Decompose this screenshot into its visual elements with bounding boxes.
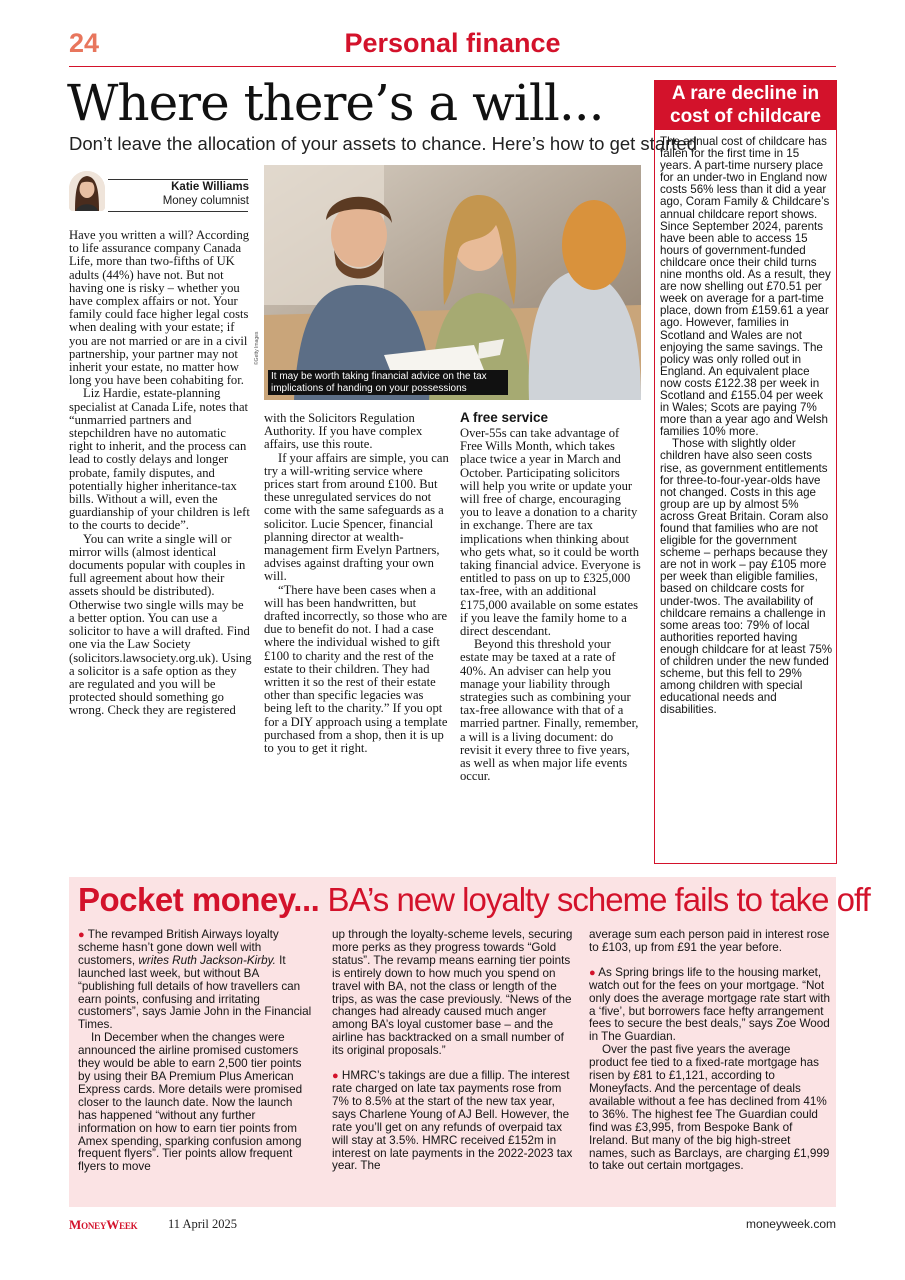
- byline: writes Ruth Jackson-Kirby.: [138, 953, 276, 967]
- text: As Spring brings life to the housing market, watch out for the fees on your mortgage. “Not only does the average mortgage rate start with a ‘five’, but borrowers face hefty arrangement fees to secure the best deals,” says Zoe Wood in The Guardian.: [589, 965, 831, 1044]
- article-column-1: [69, 229, 252, 718]
- paragraph: In December when the changes were announced the airline promised customers they would be able to earn 2,500 tier points by using their BA Premium Plus American Express cards. More details were promised closer to the launch date. Now the launch has happened “without any further information on how to earn tier points from Amex spending, sparking confusion among frequent flyers”. Tier points allow frequent flyers to move: [78, 1031, 303, 1174]
- paragraph: Over-55s can take advantage of Free Wills Month, which takes place twice a year in March and October. Participating solicitors will help you write or update your will free of charge, encouraging you to leave a donation to a charity in exchange. There are tax implications when thinking about who gets what, so it could be worth taking financial advice. Everyone is entitled to pass on up to £325,000 tax-free, with an additional £175,000 available on some estates if you leave the family home to a direct descendant.: [460, 426, 641, 639]
- paragraph: “There have been cases when a will has been handwritten, but drafted incorrectly, so those who are due to benefit do not. I had a case where the individual wished to gift £100 to charity and the rest of the estate to their children. They had written it so the rest of their estate other than specific legacies was being left to the charity.” If you opt for a DIY approach using a template purchased from a shop, then it is up to you to get it right.: [264, 582, 448, 756]
- paragraph: [589, 967, 831, 1044]
- article-column-2: [264, 412, 449, 755]
- bullet-icon: ●: [589, 966, 596, 979]
- author-rule: [108, 179, 248, 180]
- paragraph: Over the past five years the average product fee tied to a fixed-rate mortgage has risen by £81 to £1,121, according to Moneyfacts. And the percentage of deals available without a fee has declined from 41% to 36%. The highest fee The Guardian could find was £3,995, from Bespoke Bank of Ireland. But many of the big high-street names, such as Barclays, are charging £1,999 to take out certain mortgages.: [589, 1043, 830, 1173]
- bullet-icon: ●: [78, 929, 85, 941]
- issue-date: 11 April 2025: [168, 1217, 237, 1231]
- pocket-money-column-1: [78, 929, 312, 1174]
- author-role: Money columnist: [162, 195, 249, 207]
- paragraph: The annual cost of childcare has fallen for the first time in 15 years. A part-time nursery place for an under-two in England now costs 56% less than it did a year ago, Coram Family & Childcare’s annual childcare report shows. Since September 2024, parents have been able to access 15 hours of government-funded childcare once their child turns nine months old. As a result, they are now shelling out £70.51 per week on average for a part-time place, down from £159.61 a year ago. However, families in Scotland and Wales are not enjoying the same savings. The policy was only rolled out in England. An equivalent place now costs £122.38 per week in Scotland and £155.04 per week in Wales; Scots are paying 7% more than a year ago and Welsh families 10% more.: [660, 135, 831, 439]
- paragraph: [332, 1070, 575, 1173]
- photo-caption: It may be worth taking financial advice on the tax implications of handing on your possessions: [268, 370, 508, 395]
- author-rule-bottom: [108, 211, 248, 212]
- text: It launched last week, but without BA “publishing full details of how travellers can earn points, confusing and irritating customers”, says Jamie John in the Financial Times.: [78, 953, 312, 1032]
- site-url: moneyweek.com: [745, 1217, 836, 1231]
- photo-credit: ©Getty Images: [254, 331, 260, 365]
- moneyweek-logo: MoneyWeek: [69, 1217, 138, 1232]
- article-standfirst: Don’t leave the allocation of your assets to chance. Here’s how to get started: [69, 133, 697, 154]
- paragraph: [78, 929, 312, 1032]
- author-avatar: [69, 171, 105, 211]
- pocket-money-column-2: [332, 929, 575, 1173]
- paragraph: with the Solicitors Regulation Authority. If you have complex affairs, use this route.: [264, 411, 423, 452]
- pocket-money-title-lead: Pocket money...: [78, 881, 320, 918]
- header-rule: [69, 66, 836, 67]
- section-title: Personal finance: [344, 28, 561, 58]
- sidebar-body: [660, 136, 833, 717]
- pocket-money-title: [78, 880, 870, 920]
- sidebar-title: A rare decline in cost of childcare: [654, 80, 837, 130]
- article-photo: [264, 165, 641, 400]
- bullet-icon: ●: [332, 1070, 339, 1083]
- paragraph: Those with slightly older children have also seen costs rise, as government entitlements for three-to-four-year-olds have not changed. Costs in this age group are up by almost 5% across Great Britain. Coram also found that families who are not eligible for the government scheme – perhaps because they are not in work – pay £105 more per week than eligible families, based on childcare costs for under-twos. The availability of childcare remains a challenge in some areas too: 79% of local authorities reported having enough childcare for at least 75% of children under the new funded scheme, but this fell to 29% among children with special educational needs and disabilities.: [660, 437, 833, 717]
- paragraph: Liz Hardie, estate-planning specialist at Canada Life, notes that “unmarried partners and stepchildren have no automatic right to inherit, and the process can lead to costly delays and longer probate, family disputes, and potentially higher inheritance-tax bills. Without a will, even the guardianship of your children is left to the courts to decide”.: [69, 386, 250, 533]
- paragraph: up through the loyalty-scheme levels, securing more perks as they progress towards “Gold status”. The revamp means earning tier points is entirely down to how much you spend on travel with BA, not the class or length of the trips, as was the case previously. “News of the changes had already caused much anger among BA’s loyal customer base – and the airline has backtracked on a small number of its original proposals.”: [332, 928, 573, 1058]
- page-number: 24: [69, 28, 100, 58]
- pocket-money-column-3: [589, 929, 831, 1173]
- subheading: A free service: [460, 410, 549, 425]
- article-column-3: [460, 410, 641, 783]
- author-name: Katie Williams: [171, 181, 249, 193]
- paragraph: average sum each person paid in interest rose to £103, up from £91 the year before.: [589, 928, 830, 954]
- article-headline: Where there’s a will...: [67, 74, 604, 132]
- text: HMRC’s takings are due a fillip. The interest rate charged on late tax payments rose from 7% to 8.5% at the start of the new tax year, says Charlene Young of AJ Bell. However, the rate you’ll get on any refunds of overpaid tax will stay at 3.5%. HMRC received £152m in interest on late payments in the 2022-2023 tax year. The: [332, 1069, 573, 1173]
- paragraph: Have you written a will? According to life assurance company Canada Life, more than two-fifths of UK adults (44%) have not. But not having one is risky – whether you have complex affairs or not. Your family could face higher legal costs when dealing with your estate; if you are not married or are in a civil partnership, your partner may not inherit your estate, no matter how long you have been cohabiting for.: [69, 228, 250, 388]
- paragraph: You can write a single will or mirror wills (almost identical documents popular with couples in full agreement about how their assets should be distributed). Otherwise two single wills may be a better option. You can use a solicitor to have a will drafted. Find one via the Law Society (solicitors.lawsociety.org.uk). Using a solicitor is a safe option as they are regulated and you will be protected should something go wrong. Check they are registered: [69, 531, 252, 718]
- text: The revamped British Airways loyalty scheme hasn’t gone down well with customers,: [78, 928, 279, 967]
- pocket-money-title-rest: BA’s new loyalty scheme fails to take off: [319, 881, 870, 918]
- paragraph: If your affairs are simple, you can try a will-writing service where prices start from around £100. But these unregulated services do not come with the same safeguards as a solicitor. Lucie Spencer, financial planning director at wealth-management firm Evelyn Partners, advises against drafting your own will.: [264, 450, 449, 584]
- paragraph: Beyond this threshold your estate may be taxed at a rate of 40%. An adviser can help you manage your liability through strategies such as combining your tax-free allowance with that of a married partner. Finally, remember, a will is a living document: do revisit it every three to five years, as well as when major life events occur.: [460, 637, 639, 784]
